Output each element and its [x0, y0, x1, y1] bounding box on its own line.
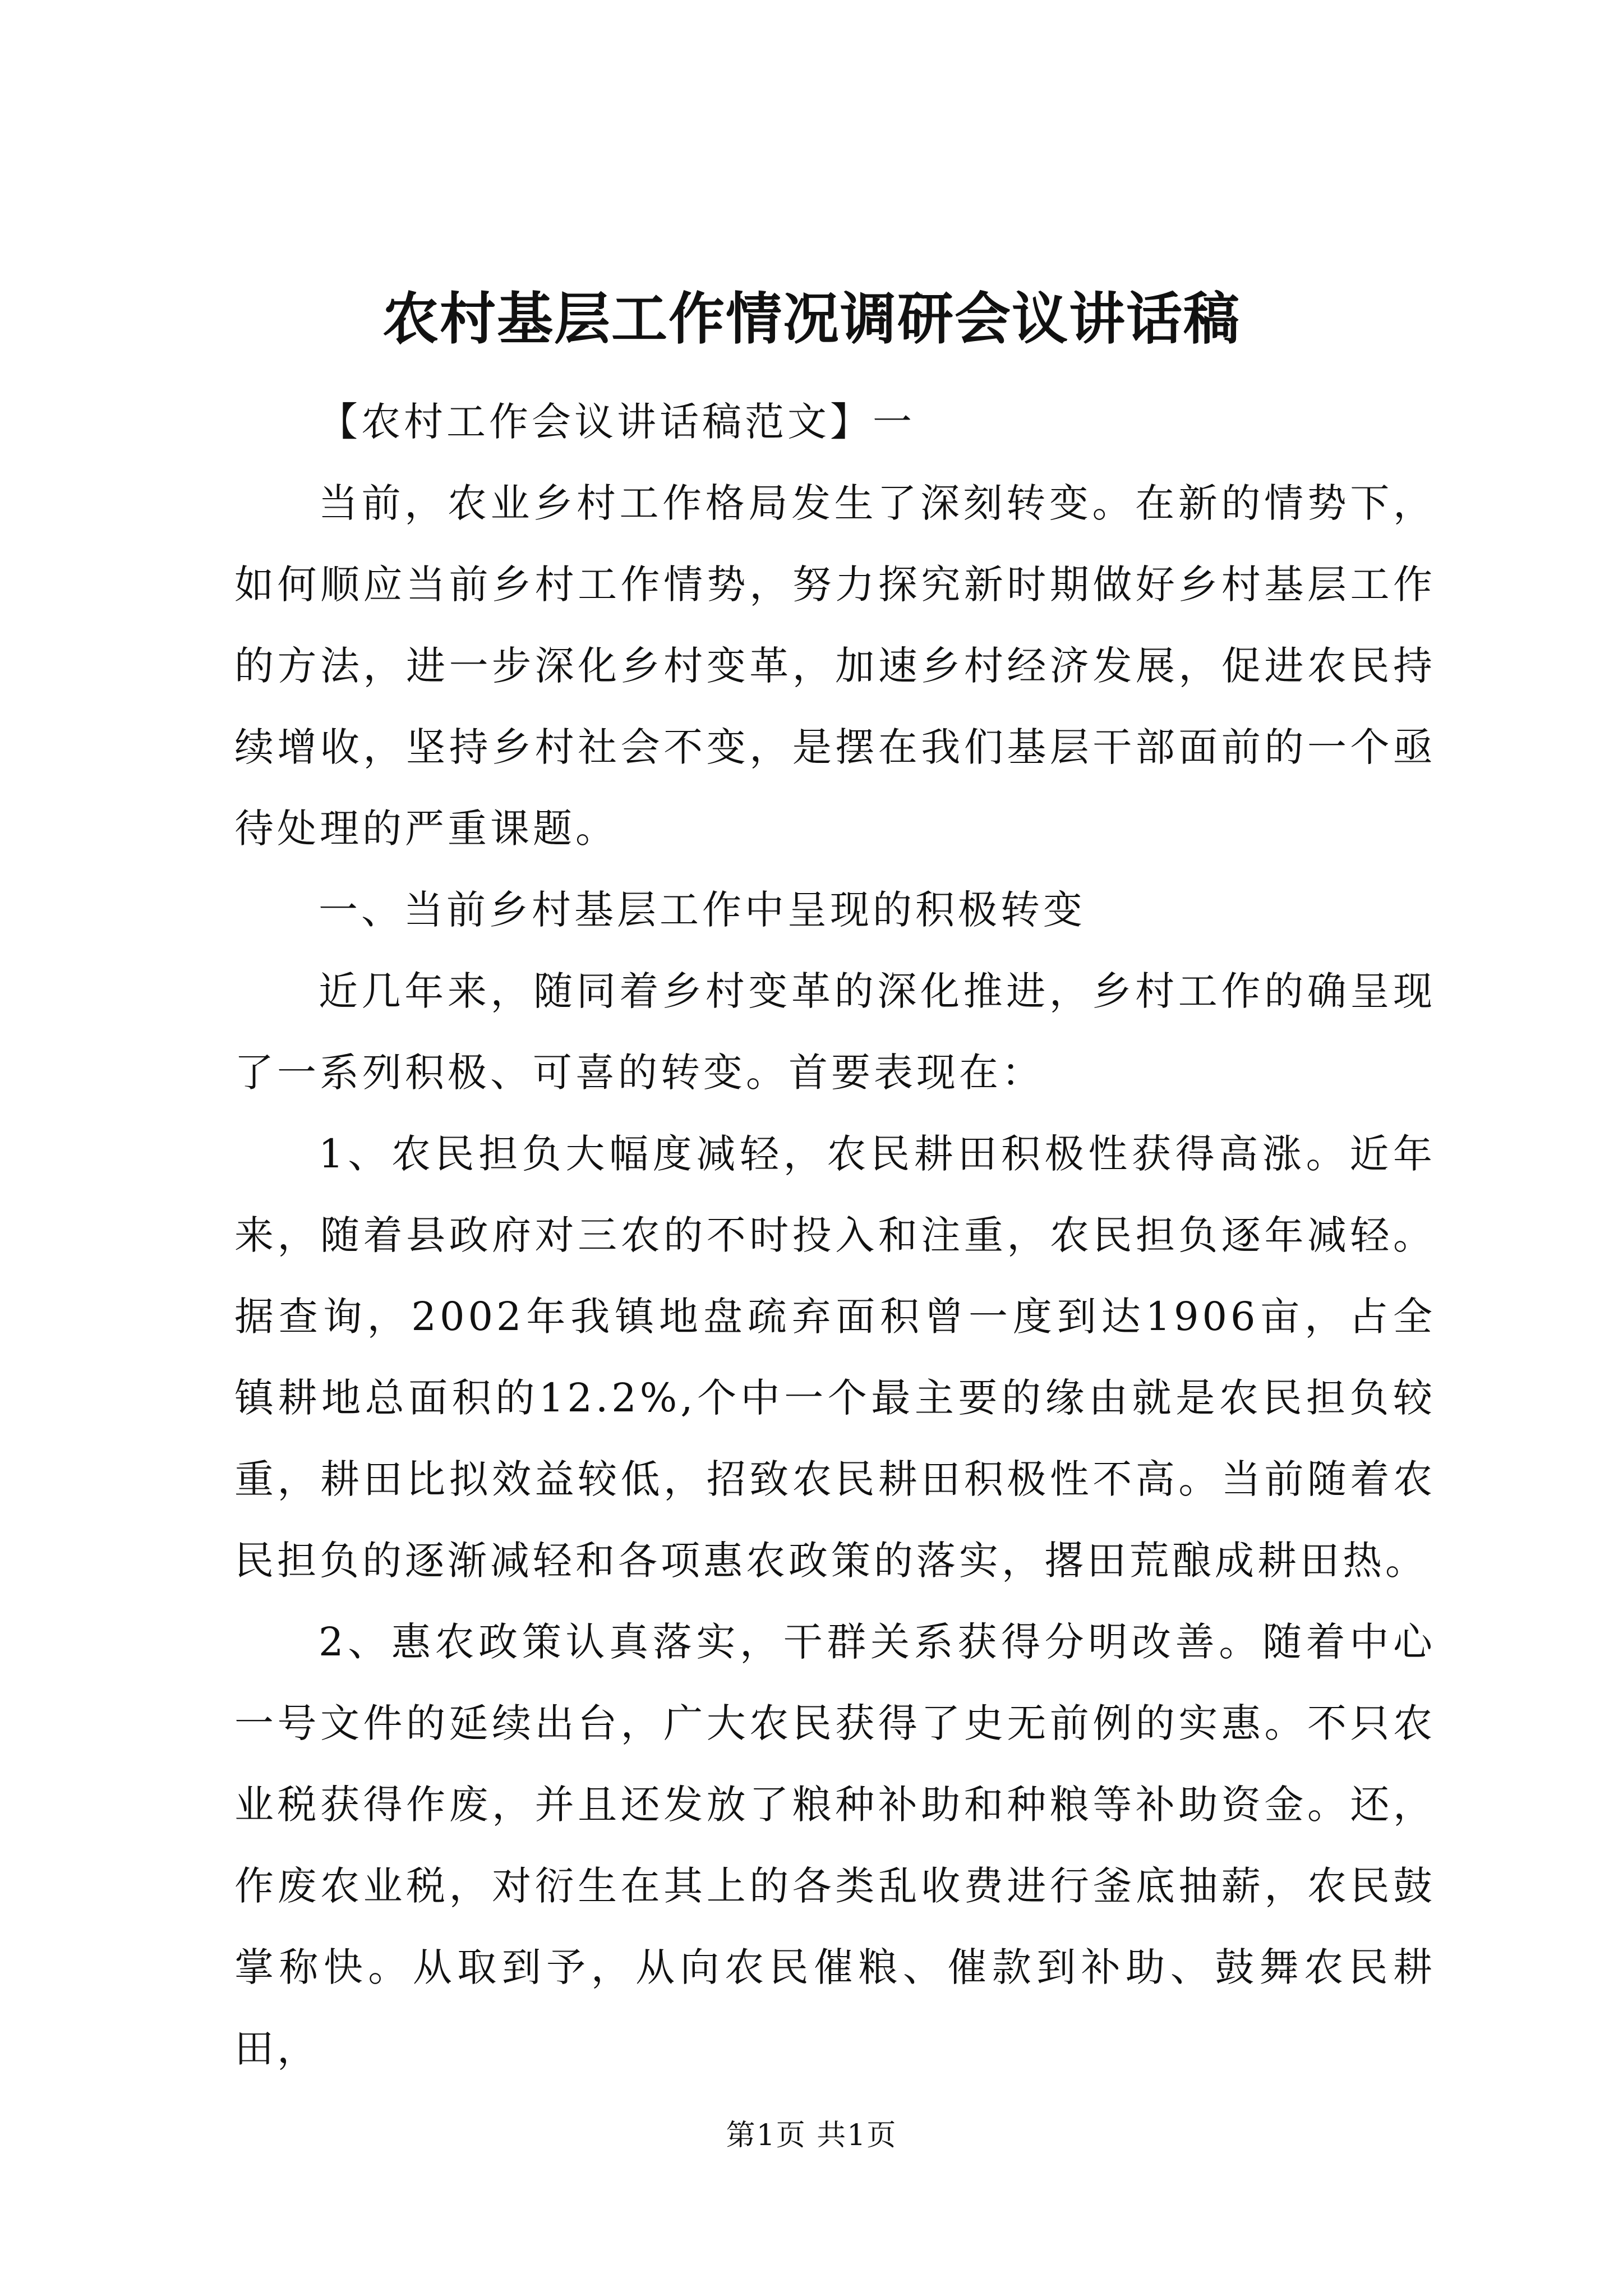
body-paragraph: 1、农民担负大幅度减轻，农民耕田积极性获得高涨。近年来，随着县政府对三农的不时投入和注重，农民担负逐年减轻。据查询，2002年我镇地盘疏弃面积曾一度到达1906亩，占全镇耕地总面积的12.2%,个中一个最主要的缘由就是农民担负较重，耕田比拟效益较低，招致农民耕田积极性不高。当前随着农民担负的逐渐减轻和各项惠农政策的落实，撂田荒酿成耕田热。: [234, 1131, 1436, 1584]
body-paragraph: 当前，农业乡村工作格局发生了深刻转变。在新的情势下，如何顺应当前乡村工作情势，努力探究新时期做好乡村基层工作的方法，进一步深化乡村变革，加速乡村经济发展，促进农民持续增收，坚持乡村社会不变，是摆在我们基层干部面前的一个亟待处理的严重课题。: [234, 480, 1436, 852]
body-paragraph: 近几年来，随同着乡村变革的深化推进，乡村工作的确呈现了一系列积极、可喜的转变。首要表现在：: [234, 968, 1436, 1096]
document-body: [234, 381, 1436, 2090]
section-heading-paragraph: 【农村工作会议讲话稿范文】一: [319, 399, 915, 445]
document-title: 农村基层工作情况调研会议讲话稿: [382, 286, 1241, 352]
body-paragraph: 2、惠农政策认真落实，干群关系获得分明改善。随着中心一号文件的延续出台，广大农民获得了史无前例的实惠。不只农业税获得作废，并且还发放了粮种补助和种粮等补助资金。还，作废农业税，对衍生在其上的各类乱收费进行釜底抽薪，农民鼓掌称快。从取到予，从向农民催粮、催款到补助、鼓舞农民耕田，: [234, 1619, 1436, 2072]
page-footer: 第1页 共1页: [726, 2119, 897, 2152]
section-heading-paragraph: 一、当前乡村基层工作中呈现的积极转变: [319, 887, 1086, 933]
